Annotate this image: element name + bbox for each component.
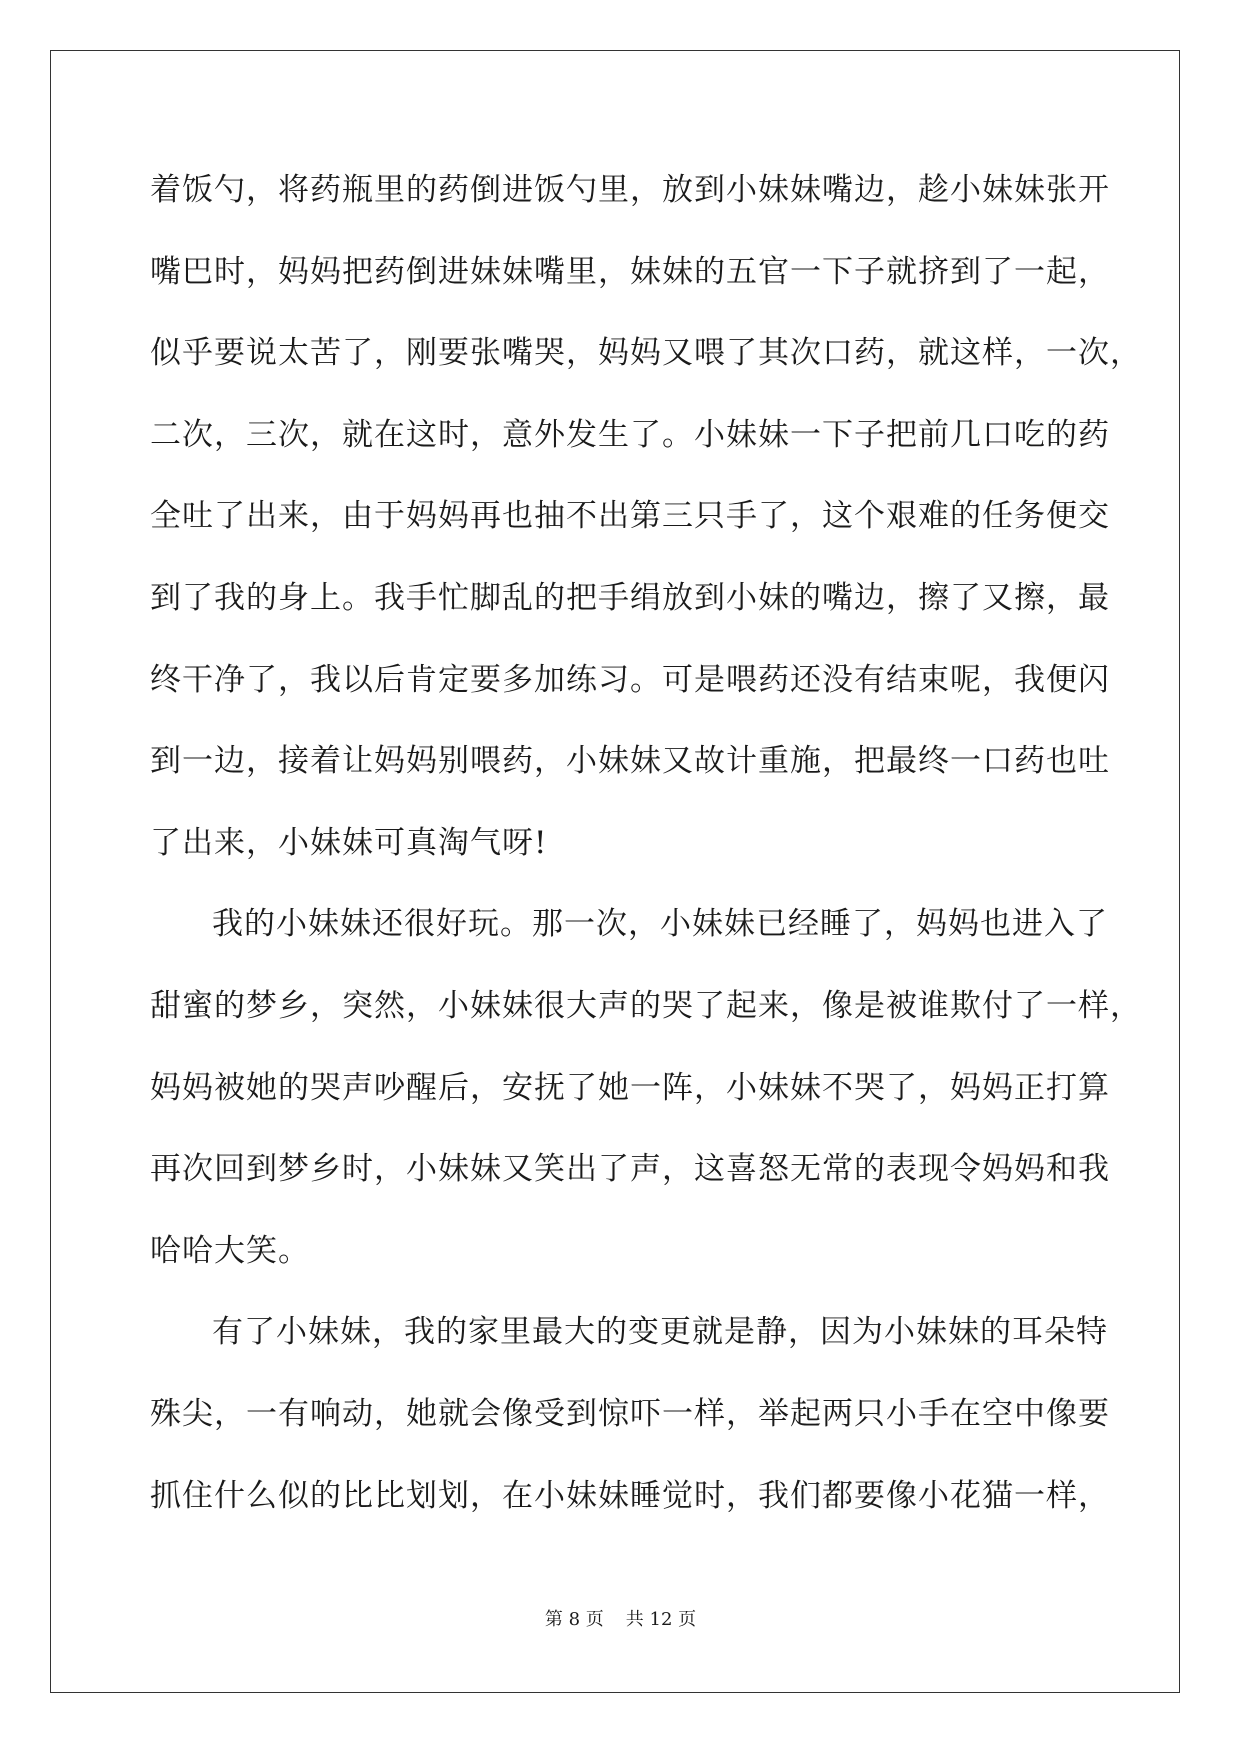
text-line: 甜蜜的梦乡，突然，小妹妹很大声的哭了起来，像是被谁欺付了一样， [150,987,1142,1024]
text-line: 全吐了出来，由于妈妈再也抽不出第三只手了，这个艰难的任务便交 [150,498,1110,535]
text-line: 再次回到梦乡时，小妹妹又笑出了声，这喜怒无常的表现令妈妈和我 [150,1151,1110,1188]
text-line: 似乎要说太苦了，刚要张嘴哭，妈妈又喂了其次口药，就这样，一次， [150,335,1142,372]
paragraph-first-line: 我的小妹妹还很好玩。那一次，小妹妹已经睡了，妈妈也进入了 [212,906,1108,943]
paragraph-first-line: 有了小妹妹，我的家里最大的变更就是静，因为小妹妹的耳朵特 [212,1314,1108,1351]
page-number: 第 8 页 [544,1609,604,1630]
text-line: 二次，三次，就在这时，意外发生了。小妹妹一下子把前几口吃的药 [150,416,1110,453]
text-line: 嘴巴时，妈妈把药倒进妹妹嘴里，妹妹的五官一下子就挤到了一起， [150,253,1110,290]
page-footer [0,1605,1241,1631]
text-line: 到一边，接着让妈妈别喂药，小妹妹又故计重施，把最终一口药也吐 [150,743,1110,780]
text-line: 殊尖，一有响动，她就会像受到惊吓一样，举起两只小手在空中像要 [150,1395,1110,1432]
page-total: 共 12 页 [625,1609,697,1630]
text-line: 到了我的身上。我手忙脚乱的把手绢放到小妹的嘴边，擦了又擦，最 [150,579,1110,616]
text-line: 终干净了，我以后肯定要多加练习。可是喂药还没有结束呢，我便闪 [150,661,1110,698]
text-line: 妈妈被她的哭声吵醒后，安抚了她一阵，小妹妹不哭了，妈妈正打算 [150,1069,1110,1106]
text-line: 抓住什么似的比比划划，在小妹妹睡觉时，我们都要像小花猫一样， [150,1477,1110,1514]
text-line: 着饭勺，将药瓶里的药倒进饭勺里，放到小妹妹嘴边，趁小妹妹张开 [150,172,1110,208]
text-line: 哈哈大笑。 [150,1232,310,1269]
document-body [150,150,1142,1537]
text-line: 了出来，小妹妹可真淘气呀! [150,824,548,861]
